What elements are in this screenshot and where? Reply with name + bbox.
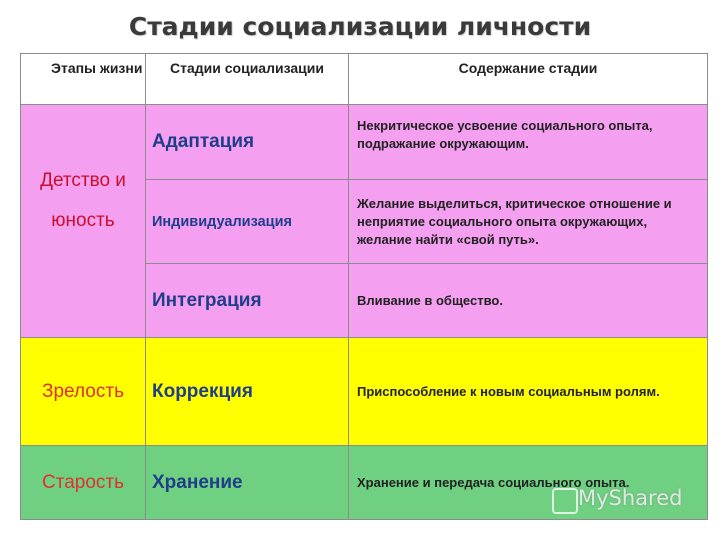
table-header-row	[21, 54, 708, 105]
socialization-table	[20, 53, 708, 520]
stage-adaptation: Адаптация	[146, 105, 349, 180]
table-row	[21, 105, 708, 180]
page-title: Стадии социализации личности	[128, 12, 592, 41]
period-label: Детство и юность	[40, 170, 126, 231]
watermark-text	[548, 486, 682, 510]
stage-correction: Коррекция	[146, 338, 349, 446]
watermark-label: MyShared	[578, 486, 683, 510]
stage-content: Некритическое усвоение социального опыта, подражание окружающим.	[349, 105, 708, 180]
period-maturity: Зрелость	[21, 338, 146, 446]
period-childhood-youth	[21, 105, 146, 338]
stage-content: Желание выделиться, критическое отношение и неприятие социального опыта окружающих, желание найти «свой путь».	[349, 180, 708, 264]
stage-integration: Интеграция	[146, 264, 349, 338]
header-socialization-stages: Стадии социализации	[146, 54, 349, 105]
period-old-age: Старость	[21, 446, 146, 520]
stage-content: Приспособление к новым социальным ролям.	[349, 338, 708, 446]
stage-preservation: Хранение	[146, 446, 349, 520]
header-stage-content: Содержание стадии	[349, 54, 708, 105]
header-life-stages: Этапы жизни	[21, 54, 146, 105]
stage-content: Вливание в общество.	[349, 264, 708, 338]
stage-content: Хранение и передача социального опыта.	[349, 446, 708, 520]
table-row	[21, 338, 708, 446]
stage-individualization: Индивидуализация	[146, 180, 349, 264]
